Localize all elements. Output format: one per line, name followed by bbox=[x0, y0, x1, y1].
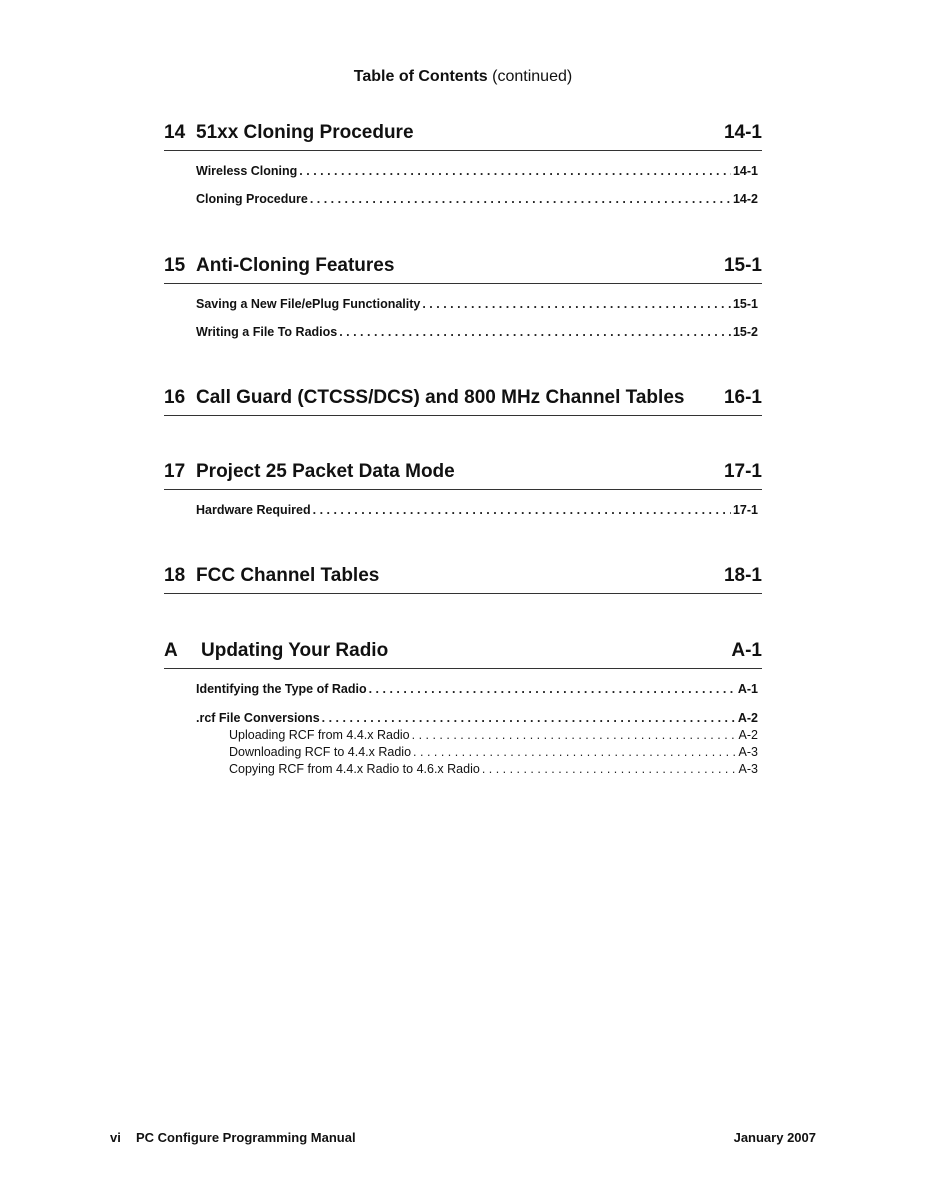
entry-page: 17-1 bbox=[732, 503, 758, 517]
entry-title: Cloning Procedure bbox=[196, 192, 308, 206]
page-title-continued: (continued) bbox=[492, 68, 573, 85]
toc-entry[interactable] bbox=[196, 185, 762, 213]
entry-title: Copying RCF from 4.4.x Radio to 4.6.x Radio bbox=[229, 762, 480, 776]
chapter-page: 14-1 bbox=[723, 122, 762, 143]
chapter-number: 14 bbox=[164, 122, 186, 143]
dot-leader bbox=[369, 675, 736, 703]
entry-title: Saving a New File/ePlug Functionality bbox=[196, 297, 421, 311]
chapter-heading[interactable] bbox=[164, 461, 762, 490]
entry-title: Uploading RCF from 4.4.x Radio bbox=[229, 728, 410, 742]
entry-title: Writing a File To Radios bbox=[196, 325, 338, 339]
footer-page-number: vi bbox=[110, 1130, 121, 1145]
toc-chapter-15 bbox=[164, 255, 762, 346]
toc-chapter-16 bbox=[164, 387, 762, 416]
chapter-number: 17 bbox=[164, 461, 186, 482]
dot-leader bbox=[482, 761, 737, 778]
dot-leader bbox=[413, 744, 737, 761]
chapter-page: 15-1 bbox=[723, 255, 762, 276]
toc-chapter-14 bbox=[164, 122, 762, 213]
chapter-title: FCC Channel Tables bbox=[196, 565, 380, 586]
page-title bbox=[0, 68, 926, 86]
chapter-title: Anti-Cloning Features bbox=[196, 255, 395, 276]
toc-appendix-a bbox=[164, 640, 762, 778]
dot-leader bbox=[422, 290, 731, 318]
dot-leader bbox=[310, 185, 731, 213]
chapter-heading[interactable] bbox=[164, 565, 762, 594]
footer-manual-title: PC Configure Programming Manual bbox=[136, 1130, 356, 1145]
dot-leader bbox=[299, 157, 731, 185]
dot-leader bbox=[339, 318, 731, 346]
chapter-heading[interactable] bbox=[164, 122, 762, 151]
chapter-page: 17-1 bbox=[723, 461, 762, 482]
chapter-number: 15 bbox=[164, 255, 186, 276]
entry-title: .rcf File Conversions bbox=[196, 711, 320, 725]
entry-page: A-2 bbox=[738, 728, 758, 742]
toc-subentry[interactable] bbox=[229, 727, 762, 744]
entry-page: A-3 bbox=[738, 745, 758, 759]
entry-page: A-1 bbox=[737, 682, 758, 696]
toc-entry[interactable] bbox=[196, 290, 762, 318]
toc-entry[interactable] bbox=[196, 496, 762, 524]
chapter-number: A bbox=[164, 640, 178, 661]
toc-entry[interactable] bbox=[196, 675, 762, 703]
chapter-page: 18-1 bbox=[723, 565, 762, 586]
entry-page: 15-1 bbox=[732, 297, 758, 311]
entry-page: 14-2 bbox=[732, 192, 758, 206]
toc-entry[interactable] bbox=[196, 157, 762, 185]
toc-entry[interactable] bbox=[196, 703, 762, 727]
toc-chapter-17 bbox=[164, 461, 762, 524]
dot-leader bbox=[412, 727, 737, 744]
entry-title: Downloading RCF to 4.4.x Radio bbox=[229, 745, 412, 759]
chapter-title: Updating Your Radio bbox=[201, 640, 389, 661]
chapter-page: 16-1 bbox=[723, 387, 762, 408]
chapter-heading[interactable] bbox=[164, 640, 762, 669]
chapter-heading[interactable] bbox=[164, 387, 762, 416]
toc-subentry[interactable] bbox=[229, 761, 762, 778]
chapter-number: 16 bbox=[164, 387, 186, 408]
dot-leader bbox=[313, 496, 731, 524]
toc-chapter-18 bbox=[164, 565, 762, 594]
toc-subentry[interactable] bbox=[229, 744, 762, 761]
entry-page: 14-1 bbox=[732, 164, 758, 178]
entry-page: A-2 bbox=[737, 711, 758, 725]
entry-title: Hardware Required bbox=[196, 503, 311, 517]
footer-date: January 2007 bbox=[733, 1130, 816, 1145]
chapter-title: Project 25 Packet Data Mode bbox=[196, 461, 455, 482]
entry-title: Wireless Cloning bbox=[196, 164, 298, 178]
chapter-number: 18 bbox=[164, 565, 186, 586]
entry-page: A-3 bbox=[738, 762, 758, 776]
entry-page: 15-2 bbox=[732, 325, 758, 339]
chapter-title: 51xx Cloning Procedure bbox=[196, 122, 414, 143]
entry-title: Identifying the Type of Radio bbox=[196, 682, 367, 696]
chapter-heading[interactable] bbox=[164, 255, 762, 284]
chapter-page: A-1 bbox=[731, 640, 762, 661]
toc-entry[interactable] bbox=[196, 318, 762, 346]
chapter-title: Call Guard (CTCSS/DCS) and 800 MHz Channel Tables bbox=[196, 387, 685, 408]
page-footer bbox=[110, 1130, 816, 1145]
page-title-main: Table of Contents bbox=[353, 68, 488, 85]
